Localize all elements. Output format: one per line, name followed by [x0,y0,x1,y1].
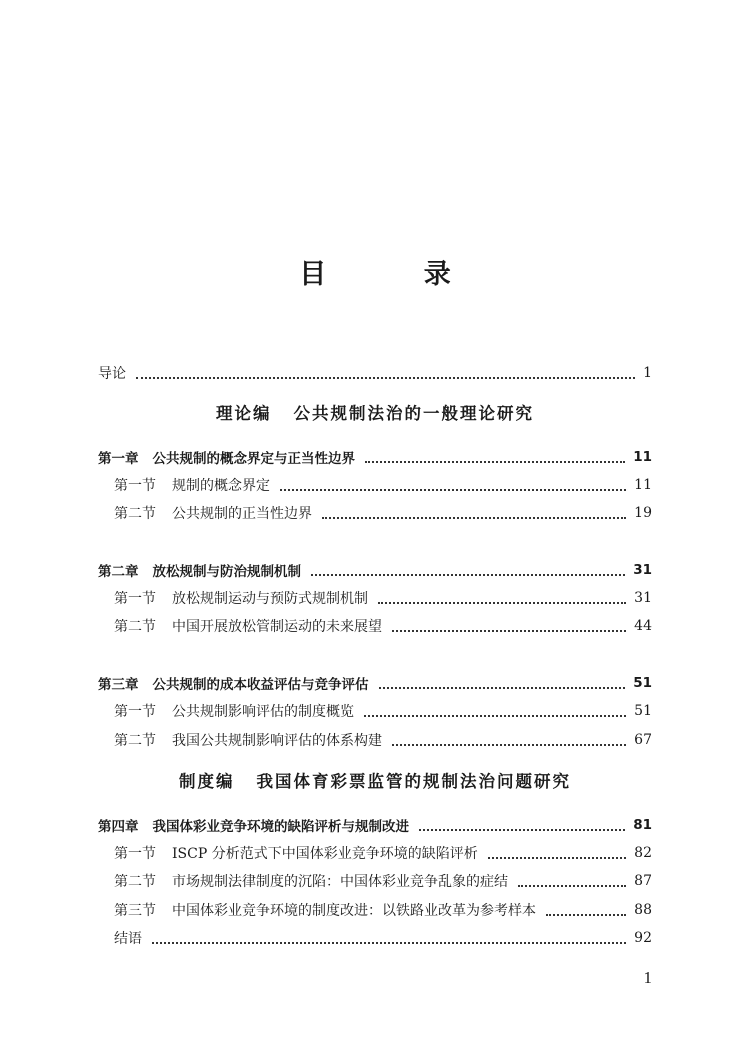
section-page: 82 [634,845,652,861]
toc-chapter-2[interactable] [0,559,750,581]
chapter-title: 我国体彩业竞争环境的缺陷评析与规制改进 [152,819,409,835]
leader-dots [392,743,626,746]
section-number: 第一节 [114,478,156,494]
toc-section-1-2[interactable] [0,502,750,524]
chapter-page: 11 [633,449,652,465]
toc-section-4-3[interactable] [0,899,750,921]
toc-section-3-1[interactable] [0,700,750,722]
section-title: 中国开展放松管制运动的未来展望 [172,619,382,635]
section-title: 规制的概念界定 [172,478,270,494]
toc-section-4-2[interactable] [0,870,750,892]
section-number: 第一节 [114,591,156,607]
toc-conclusion[interactable] [0,927,750,949]
part-heading-title: 公共规制法治的一般理论研究 [293,404,534,423]
toc-section-4-1[interactable] [0,842,750,864]
leader-dots [518,884,626,887]
leader-dots [546,913,626,916]
section-page: 87 [634,873,652,889]
section-title: 公共规制的正当性边界 [172,506,312,522]
part-heading-label: 制度编 [179,772,235,791]
chapter-page: 81 [633,817,652,833]
part-heading-label: 理论编 [216,404,272,423]
section-page: 31 [634,590,652,606]
section-number: 第一节 [114,846,156,862]
section-title: 中国体彩业竞争环境的制度改进：以铁路业改革为参考样本 [172,903,536,919]
leader-dots [419,828,625,831]
chapter-number: 第二章 [98,564,139,580]
section-title: 市场规制法律制度的沉陷：中国体彩业竞争乱象的症结 [172,874,508,890]
part-heading-institution [0,768,750,792]
part-heading-theory [0,400,750,424]
chapter-page: 51 [633,675,652,691]
leader-dots [311,573,625,576]
chapter-title: 公共规制的成本收益评估与竞争评估 [152,677,369,693]
toc-entry-page: 1 [643,365,652,381]
section-title: 放松规制运动与预防式规制机制 [172,591,368,607]
toc-chapter-3[interactable] [0,672,750,694]
section-page: 51 [634,703,652,719]
toc-entry-intro[interactable] [0,362,750,384]
chapter-number: 第一章 [98,451,139,467]
leader-dots [280,488,626,491]
toc-section-1-1[interactable] [0,474,750,496]
toc-section-2-2[interactable] [0,615,750,637]
leader-dots [152,941,626,944]
chapter-title: 放松规制与防治规制机制 [152,564,301,580]
leader-dots [322,516,626,519]
leader-dots [378,601,626,604]
chapter-page: 31 [633,562,652,578]
chapter-title: 公共规制的概念界定与正当性边界 [152,451,355,467]
part-heading-title: 我国体育彩票监管的规制法治问题研究 [256,772,571,791]
section-page: 88 [634,902,652,918]
leader-dots [136,376,635,379]
section-number: 第二节 [114,733,156,749]
leader-dots [364,714,626,717]
section-number: 第二节 [114,619,156,635]
toc-entry-label: 导论 [98,366,126,382]
section-title: 公共规制影响评估的制度概览 [172,704,354,720]
leader-dots [365,460,625,463]
section-number: 第三节 [114,903,156,919]
toc-section-3-2[interactable] [0,729,750,751]
leader-dots [379,686,626,689]
section-title: 我国公共规制影响评估的体系构建 [172,733,382,749]
toc-chapter-1[interactable] [0,446,750,468]
section-page: 11 [634,477,652,493]
page-title: 目 录 [299,259,495,290]
section-number: 第一节 [114,704,156,720]
leader-dots [488,856,626,859]
leader-dots [392,629,626,632]
conclusion-page: 92 [634,930,652,946]
page-number: 1 [643,968,652,987]
toc-section-2-1[interactable] [0,587,750,609]
chapter-number: 第三章 [98,677,139,693]
chapter-number: 第四章 [98,819,139,835]
section-page: 67 [634,732,652,748]
toc-chapter-4[interactable] [0,814,750,836]
section-page: 19 [634,505,652,521]
section-number: 第二节 [114,874,156,890]
section-title: ISCP 分析范式下中国体彩业竞争环境的缺陷评析 [172,846,478,862]
conclusion-label: 结语 [114,931,142,947]
section-number: 第二节 [114,506,156,522]
section-page: 44 [634,618,652,634]
